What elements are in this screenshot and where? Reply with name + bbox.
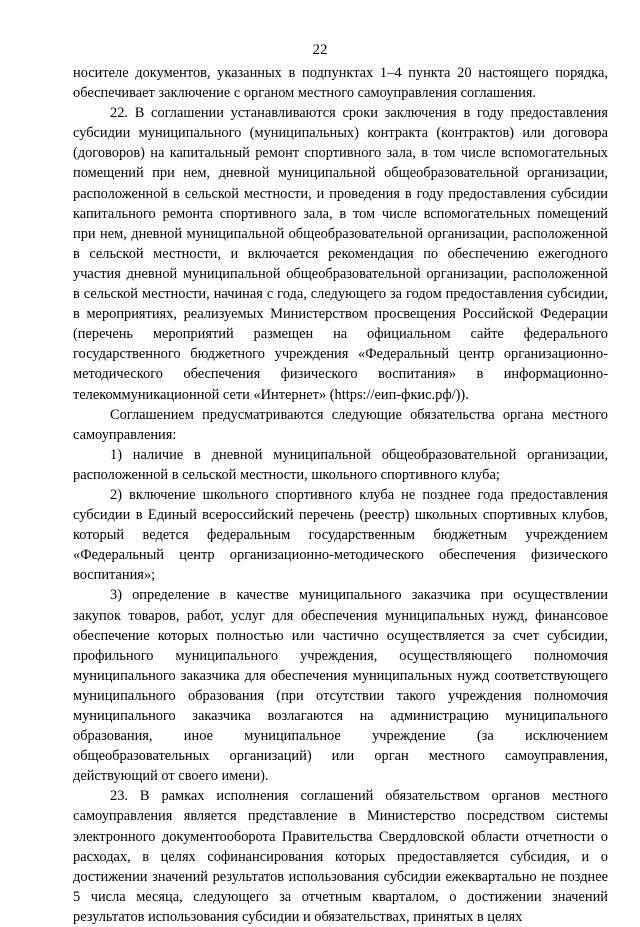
paragraph-item-23: 23. В рамках исполнения соглашений обязательством органов местного самоуправления является представление в Министерство посредством системы электронного документооборота Правительства Свердловской области отчетности о расходах, в целях софинансирования которых предоставляется субсидия, и о достижении значений результатов использования субсидии ежеквартально не позднее 5 числа месяца, следующего за отчетным кварталом, о достижении значений результатов использования субсидии и обязательствах, принятых в целях	[73, 788, 608, 925]
paragraph-obligations-intro: Соглашением предусматриваются следующие обязательства органа местного самоуправления:	[73, 406, 608, 443]
list-item-3: 3) определение в качестве муниципального заказчика при осуществлении закупок товаров, работ, услуг для обеспечения муниципальных нужд, финансовое обеспечение которых полностью или частично осуществляется за счет субсидии, профильного муниципального учреждения, осуществляющего полномочия муниципального заказчика для обеспечения муниципальных нужд соответствующего муниципального образования (при отсутствии такого учреждения полномочия муниципального заказчика возлагаются на администрацию муниципального образования, иное муниципальное учреждение (за исключением общеобразовательных организаций) или орган местного самоуправления, действующий от своего имени).	[73, 587, 608, 785]
page-number: 22	[312, 42, 328, 58]
paragraph-continuation: носителе документов, указанных в подпунктах 1–4 пункта 20 настоящего порядка, обеспечивает заключение с органом местного самоуправления соглашения.	[73, 65, 608, 102]
list-item-2: 2) включение школьного спортивного клуба не позднее года предоставления субсидии в Единый всероссийский перечень (реестр) школьных спортивных клубов, который ведется федеральным государственным бюджетным учреждением «Федеральный центр организационно-методического обеспечения физического воспитания»;	[73, 486, 608, 584]
document-body	[73, 63, 608, 927]
list-item-1: 1) наличие в дневной муниципальной общеобразовательной организации, расположенной в сельской местности, школьного спортивного клуба;	[73, 446, 608, 483]
paragraph-item-22: 22. В соглашении устанавливаются сроки заключения в году предоставления субсидии муниципального (муниципальных) контракта (контрактов) или договора (договоров) на капитальный ремонт спортивного зала, в том числе вспомогательных помещений при нем, дневной муниципальной общеобразовательной организации, расположенной в сельской местности, и проведения в году предоставления субсидии капитального ремонта спортивного зала, в том числе вспомогательных помещений при нем, дневной муниципальной общеобразовательной организации, расположенной в сельской местности, и включается рекомендация по обеспечению ежегодного участия дневной муниципальной общеобразовательной организации, расположенной в сельской местности, начиная с года, следующего за годом предоставления субсидии, в мероприятиях, реализуемых Министерством просвещения Российской Федерации (перечень мероприятий размещен на официальном сайте федерального государственного бюджетного учреждения «Федеральный центр организационно-методического обеспечения физического воспитания» в информационно-телекоммуникационной сети «Интернет» (https://еип-фкис.рф/)).	[73, 105, 608, 403]
